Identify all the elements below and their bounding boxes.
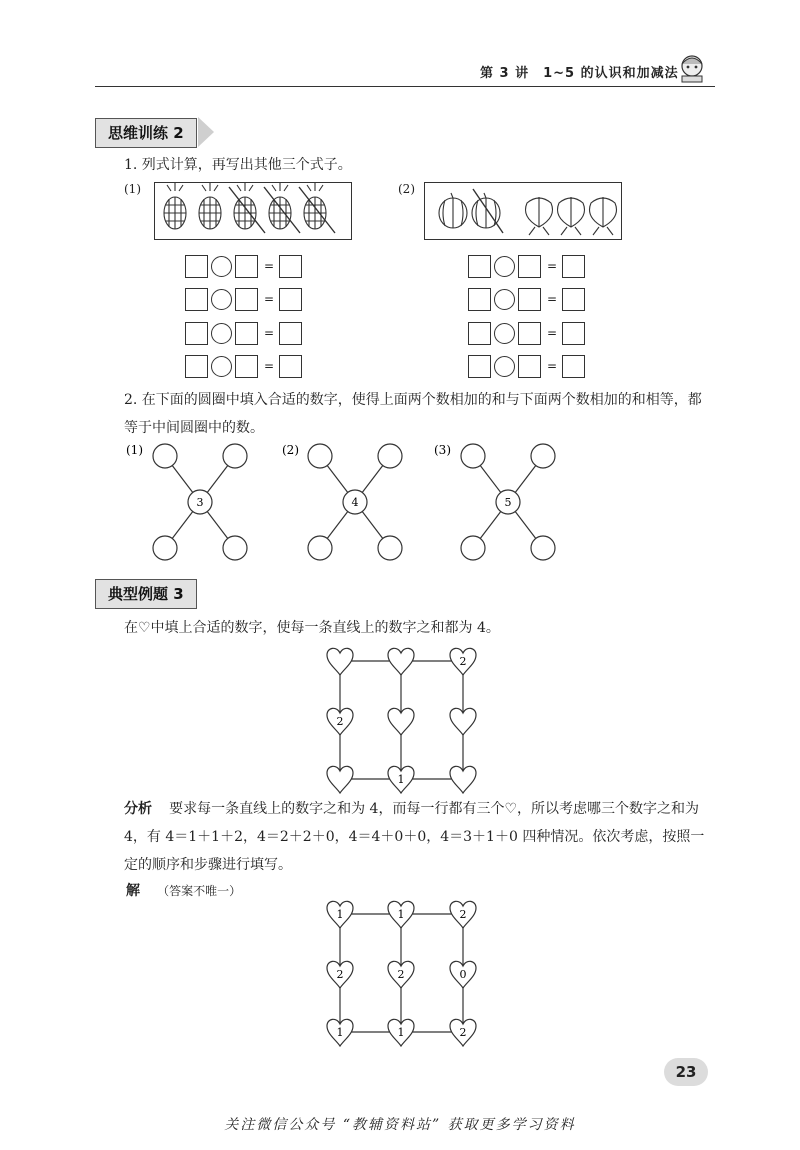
blank-circle xyxy=(223,444,247,468)
page-number: 23 xyxy=(664,1058,708,1086)
heart-value: 0 xyxy=(459,968,467,981)
equals-sign: = xyxy=(547,292,558,306)
answer-box[interactable] xyxy=(518,288,541,311)
question-2-text: 2. 在下面的圆圈中填入合适的数字，使得上面两个数相加的和与下面两个数相加的和相等，都等于中间圆圈中的数。 xyxy=(124,392,702,436)
analysis-label: 分析 xyxy=(124,801,152,817)
answer-box[interactable] xyxy=(562,255,585,278)
heart-cell xyxy=(450,708,476,735)
heart-value: 1 xyxy=(336,908,344,921)
answer-box[interactable] xyxy=(468,288,491,311)
blank-circle xyxy=(153,444,177,468)
solution-heading xyxy=(126,880,241,900)
heart-cell xyxy=(388,708,414,735)
peach-3 xyxy=(590,197,617,235)
blank-circle xyxy=(461,444,485,468)
equals-sign: = xyxy=(264,359,275,373)
analysis-block xyxy=(124,795,714,879)
heart-cell xyxy=(388,648,414,675)
heart-cell xyxy=(327,766,353,793)
answer-box[interactable] xyxy=(279,288,302,311)
heart-value: 2 xyxy=(336,715,344,728)
chapter-header: 第 3 讲 1~5 的认识和加减法 xyxy=(480,66,679,81)
question-1-text: 1. 列式计算，再写出其他三个式子。 xyxy=(124,157,352,173)
answer-box[interactable] xyxy=(518,255,541,278)
solution-note: （答案不唯一） xyxy=(157,884,242,898)
pineapple-group xyxy=(164,183,335,233)
blank-circle xyxy=(531,444,555,468)
solution-label: 解 xyxy=(126,883,140,899)
operator-circle[interactable] xyxy=(211,356,232,377)
answer-box[interactable] xyxy=(235,255,258,278)
footer-watermark: 关注微信公众号 “教辅资料站” 获取更多学习资料 xyxy=(224,1117,576,1133)
blank-circle xyxy=(223,536,247,560)
operator-circle[interactable] xyxy=(494,256,515,277)
answer-box[interactable] xyxy=(235,355,258,378)
answer-box[interactable] xyxy=(279,322,302,345)
heart-value: 1 xyxy=(397,908,405,921)
blank-circle xyxy=(378,536,402,560)
part-1-label: (1) xyxy=(124,182,141,196)
answer-box[interactable] xyxy=(185,322,208,345)
analysis-text: 要求每一条直线上的数字之和为 4，而每一行都有三个♡，所以考虑哪三个数字之和为 4，有 4＝1＋1＋2，4＝2＋2＋0，4＝4＋0＋0，4＝3＋1＋0 四种情况。依次考虑，按照一定的顺序和步骤进行填写。 xyxy=(124,801,705,873)
section-tag-arrow xyxy=(198,117,214,147)
example-text: 在♡中填上合适的数字，使每一条直线上的数字之和都为 4。 xyxy=(124,620,500,636)
heart-cell xyxy=(327,648,353,675)
answer-box[interactable] xyxy=(518,322,541,345)
equals-sign: = xyxy=(264,326,275,340)
blank-circle xyxy=(308,536,332,560)
center-number: 4 xyxy=(351,496,359,509)
answer-box[interactable] xyxy=(185,355,208,378)
answer-box[interactable] xyxy=(185,255,208,278)
part-2-label: (2) xyxy=(398,182,415,196)
heart-cell xyxy=(450,766,476,793)
equals-sign: = xyxy=(547,326,558,340)
section-tag-training: 思维训练 2 xyxy=(95,118,197,148)
heart-value: 2 xyxy=(459,908,467,921)
answer-box[interactable] xyxy=(235,288,258,311)
heart-value: 1 xyxy=(397,773,405,786)
blank-circle xyxy=(308,444,332,468)
operator-circle[interactable] xyxy=(494,356,515,377)
answer-box[interactable] xyxy=(518,355,541,378)
operator-circle[interactable] xyxy=(211,323,232,344)
x-diagrams xyxy=(120,436,580,576)
heart-value: 2 xyxy=(397,968,405,981)
operator-circle[interactable] xyxy=(494,323,515,344)
heart-value: 2 xyxy=(459,1026,467,1039)
heart-value: 1 xyxy=(397,1026,405,1039)
answer-box[interactable] xyxy=(562,288,585,311)
answer-box[interactable] xyxy=(279,355,302,378)
blank-circle xyxy=(378,444,402,468)
answer-box[interactable] xyxy=(279,255,302,278)
diagram-label: (1) xyxy=(126,443,143,457)
equals-sign: = xyxy=(547,359,558,373)
center-number: 3 xyxy=(196,496,204,509)
peach-1 xyxy=(526,197,553,235)
answer-box[interactable] xyxy=(468,322,491,345)
heart-value: 1 xyxy=(336,1026,344,1039)
peach-2 xyxy=(558,197,585,235)
header-divider xyxy=(95,86,715,87)
mascot-icon xyxy=(676,52,708,84)
center-number: 5 xyxy=(504,496,512,509)
operator-circle[interactable] xyxy=(494,289,515,310)
equals-sign: = xyxy=(264,292,275,306)
answer-box[interactable] xyxy=(185,288,208,311)
pineapple-picture xyxy=(154,182,352,240)
blank-circle xyxy=(461,536,485,560)
watermelon-1 xyxy=(439,193,467,228)
heart-value: 2 xyxy=(459,655,467,668)
fruit-picture xyxy=(424,182,622,240)
blank-circle xyxy=(531,536,555,560)
diagram-label: (3) xyxy=(434,443,451,457)
operator-circle[interactable] xyxy=(211,289,232,310)
answer-box[interactable] xyxy=(235,322,258,345)
answer-box[interactable] xyxy=(468,355,491,378)
equals-sign: = xyxy=(547,259,558,273)
equals-sign: = xyxy=(264,259,275,273)
heart-value: 2 xyxy=(336,968,344,981)
heart-grid-solution xyxy=(318,898,488,1048)
answer-box[interactable] xyxy=(562,355,585,378)
answer-box[interactable] xyxy=(562,322,585,345)
heart-grid-question xyxy=(318,645,488,795)
diagram-label: (2) xyxy=(282,443,299,457)
operator-circle[interactable] xyxy=(211,256,232,277)
section-tag-example: 典型例题 3 xyxy=(95,579,197,609)
answer-box[interactable] xyxy=(468,255,491,278)
blank-circle xyxy=(153,536,177,560)
